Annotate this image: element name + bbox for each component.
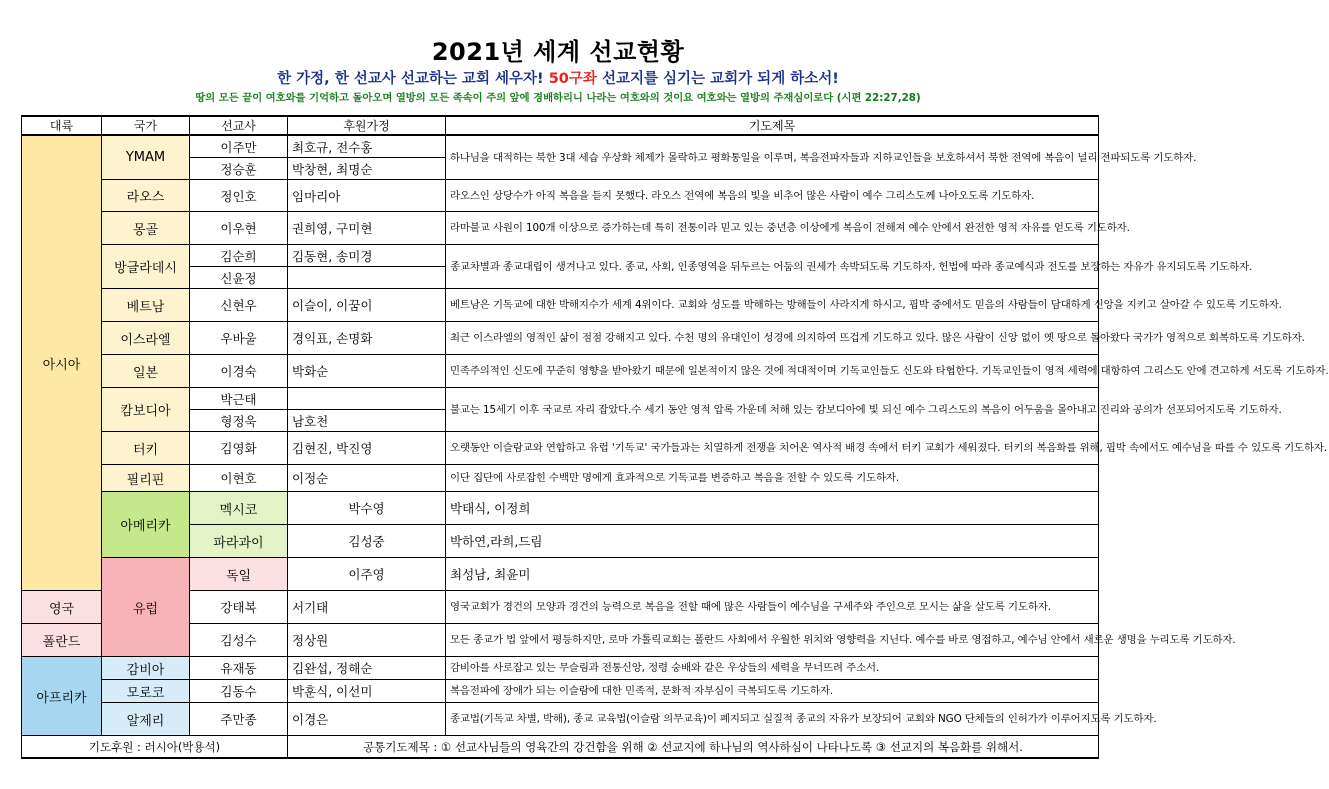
missionary-cell: 이현호 — [190, 465, 288, 492]
missionary-cell: 김성중 — [288, 525, 446, 558]
prayer-cell: 라오스인 상당수가 아직 복음을 듣지 못했다. 라오스 전역에 복음의 빛을 비추어 많은 사람이 예수 그리스도께 나아오도록 기도하자. — [446, 180, 1099, 212]
continent-america: 아메리카 — [102, 492, 190, 558]
mission-table — [21, 115, 1329, 759]
country-gambia: 감비아 — [102, 657, 190, 680]
supporters-cell: 김현진, 박진영 — [288, 432, 446, 465]
header-missionary: 선교사 — [190, 116, 288, 135]
table-row — [22, 245, 1099, 267]
prayer-cell: 복음전파에 장애가 되는 이슬람에 대한 민족적, 문화적 자부심이 극복되도록 기도하자. — [446, 680, 1099, 703]
subtitle-highlight: 50구좌 — [548, 71, 597, 87]
missionary-cell: 이경숙 — [190, 355, 288, 388]
prayer-cell: 모든 종교가 법 앞에서 평등하지만, 로마 가톨릭교회는 폴란드 사회에서 우월한 위치와 영향력을 지닌다. 예수를 바로 영접하고, 예수님 안에서 새로운 생명을 누리도록 기도하자. — [446, 624, 1099, 657]
missionary-cell: 김영화 — [190, 432, 288, 465]
country-japan: 일본 — [102, 355, 190, 388]
supporters-cell: 박화순 — [288, 355, 446, 388]
supporters-cell: 박창현, 최명순 — [288, 158, 446, 180]
country-mongolia: 몽골 — [102, 212, 190, 245]
table-row — [22, 657, 1099, 680]
prayer-cell: 오랫동안 이슬람교와 연합하고 유럽 '기독교' 국가들과는 치열하게 전쟁을 치어온 역사적 배경 속에서 터키 교회가 세워졌다. 터키의 복음화를 위해, 핍박 속에서도 예수님을 따를 수 있도록 기도하자. — [446, 432, 1099, 465]
continent-asia: 아시아 — [22, 135, 102, 591]
country-germany: 독일 — [190, 558, 288, 591]
supporters-cell: 경익표, 손명화 — [288, 322, 446, 355]
country-uk: 영국 — [22, 591, 102, 624]
missionary-cell: 정인호 — [190, 180, 288, 212]
country-bangladesh: 방글라데시 — [102, 245, 190, 289]
missionary-cell: 정승훈 — [190, 158, 288, 180]
country-turkey: 터키 — [102, 432, 190, 465]
prayer-cell: 불교는 15세기 이후 국교로 자리 잡았다.수 세기 동안 영적 압록 가운데 처해 있는 캄보디아에 빛 되신 예수 그리스도의 복음이 어두움을 몰아내고 진리와 공의가 선포되어지도록 기도하자. — [446, 388, 1099, 432]
supporters-cell — [288, 267, 446, 289]
footer-row — [22, 736, 1099, 759]
common-prayer: 공통기도제목 : ① 선교사님들의 영육간의 강건함을 위해 ② 선교지에 하나님의 역사하심이 나타나도록 ③ 선교지의 복음화를 위해서. — [288, 736, 1099, 759]
supporters-cell: 이슬이, 이꿈이 — [288, 289, 446, 322]
prayer-cell: 베트남은 기독교에 대한 박해지수가 세계 4위이다. 교회와 성도를 박해하는 방해들이 사라지게 하시고, 핍박 중에서도 믿음의 사람들이 담대하게 신앙을 지키고 살아갈 수 있도록 기도하자. — [446, 289, 1099, 322]
country-vietnam: 베트남 — [102, 289, 190, 322]
scripture-verse: 땅의 모든 끝이 여호와를 기억하고 돌아오며 열방의 모든 족속이 주의 앞에 경배하리니 나라는 여호와의 것이요 여호와는 열방의 주재심이로다 (시편 22:27,28) — [195, 92, 921, 104]
supporters-cell: 박하연,라희,드림 — [446, 525, 1099, 558]
header-country: 국가 — [102, 116, 190, 135]
supporters-cell: 최호규, 전수홍 — [288, 135, 446, 158]
missionary-cell: 우바울 — [190, 322, 288, 355]
table-row — [22, 492, 1099, 525]
supporters-cell: 김동현, 송미경 — [288, 245, 446, 267]
country-israel: 이스라엘 — [102, 322, 190, 355]
header-supporters: 후원가정 — [288, 116, 446, 135]
table-row — [22, 322, 1099, 355]
supporters-cell: 박훈식, 이선미 — [288, 680, 446, 703]
supporters-cell: 이정순 — [288, 465, 446, 492]
missionary-cell: 박근태 — [190, 388, 288, 410]
missionary-cell: 이주만 — [190, 135, 288, 158]
missionary-cell: 주만종 — [190, 703, 288, 736]
subtitle — [0, 67, 1116, 88]
country-mexico: 멕시코 — [190, 492, 288, 525]
subtitle-part1: 한 가정, 한 선교사 선교하는 교회 세우자! — [277, 71, 544, 87]
supporters-cell: 정상원 — [288, 624, 446, 657]
supporters-cell: 최성남, 최윤미 — [446, 558, 1099, 591]
supporters-cell: 김완섭, 정해순 — [288, 657, 446, 680]
table-row — [22, 135, 1099, 158]
country-philippines: 필리핀 — [102, 465, 190, 492]
prayer-support: 기도후원 : 러시아(박용석) — [22, 736, 288, 759]
table-row — [22, 212, 1099, 245]
header-prayer: 기도제목 — [446, 116, 1099, 135]
missionary-cell: 이우현 — [190, 212, 288, 245]
table-row — [22, 465, 1099, 492]
prayer-cell: 종교차별과 종교대립이 생겨나고 있다. 종교, 사회, 인종영역을 뒤두르는 어둠의 권세가 속박되도록 기도하자. 헌법에 따라 종교예식과 전도를 보장하는 자유가 유지되도록 기도하자. — [446, 245, 1099, 289]
table-row — [22, 388, 1099, 410]
table-row — [22, 432, 1099, 465]
table-row — [22, 703, 1099, 736]
prayer-cell: 영국교회가 경건의 모양과 경건의 능력으로 복음을 전할 때에 많은 사람들이 예수님을 구세주와 주인으로 모시는 삶을 살도록 기도하자. — [446, 591, 1099, 624]
supporters-cell — [288, 388, 446, 410]
supporters-cell: 서기태 — [288, 591, 446, 624]
continent-europe: 유럽 — [102, 558, 190, 657]
page-title: 2021년 세계 선교현황 — [431, 38, 685, 66]
missionary-cell: 박수영 — [288, 492, 446, 525]
prayer-cell: 최근 이스라엘의 영적인 삶이 점점 강해지고 있다. 수천 명의 유대인이 성경에 의지하여 뜨겁게 기도하고 있다. 많은 사람이 신앙 없이 옛 땅으로 돌아왔다 국가가 영적으로 회복하도록 기도하자. — [446, 322, 1099, 355]
prayer-cell: 이단 집단에 사로잡힌 수백만 명에게 효과적으로 기독교를 변증하고 복음을 전할 수 있도록 기도하자. — [446, 465, 1099, 492]
prayer-cell: 하나님을 대적하는 북한 3대 세습 우상화 체제가 몰락하고 평화통일을 이루며, 복음전파자들과 지하교인들을 보호하셔서 북한 전역에 복음이 널리 전파되도록 기도하자. — [446, 135, 1099, 180]
missionary-cell: 강태복 — [190, 591, 288, 624]
table-row — [22, 180, 1099, 212]
subtitle-part2: 선교지를 심기는 교회가 되게 하소서! — [601, 71, 839, 87]
country-poland: 폴란드 — [22, 624, 102, 657]
table-row — [22, 289, 1099, 322]
country-paraguay: 파라과이 — [190, 525, 288, 558]
table-header-row — [22, 116, 1099, 135]
country-cambodia: 캄보디아 — [102, 388, 190, 432]
missionary-cell: 김순희 — [190, 245, 288, 267]
missionary-cell: 김동수 — [190, 680, 288, 703]
supporters-cell: 박태식, 이정희 — [446, 492, 1099, 525]
prayer-cell: 라마불교 사원이 100개 이상으로 증가하는데 특히 전통이라 믿고 있는 중년층 이상에게 복음이 전해져 예수 안에서 완전한 영적 자유를 얻도록 기도하자. — [446, 212, 1099, 245]
country-laos: 라오스 — [102, 180, 190, 212]
missionary-cell: 이주영 — [288, 558, 446, 591]
country-algeria: 알제리 — [102, 703, 190, 736]
prayer-cell: 감비아를 사로잡고 있는 무슬림과 전통신앙, 정령 숭배와 같은 우상들의 세력을 무너뜨려 주소서. — [446, 657, 1099, 680]
missionary-cell: 형정욱 — [190, 410, 288, 432]
missionary-cell: 유재동 — [190, 657, 288, 680]
country-morocco: 모로코 — [102, 680, 190, 703]
supporters-cell: 남호천 — [288, 410, 446, 432]
supporters-cell: 임마리아 — [288, 180, 446, 212]
supporters-cell: 이경은 — [288, 703, 446, 736]
prayer-cell: 민족주의적인 신도에 꾸준히 영향을 받아왔기 때문에 일본적이지 않은 것에 적대적이며 기독교인들도 신도와 타협한다. 기독교인들이 영적 세력에 대항하여 그리스도 안에 견고하게 서도록 기도하자. — [446, 355, 1099, 388]
table-row — [22, 355, 1099, 388]
missionary-cell: 김성수 — [190, 624, 288, 657]
table-row — [22, 558, 1099, 591]
supporters-cell: 권희영, 구미현 — [288, 212, 446, 245]
header-continent: 대륙 — [22, 116, 102, 135]
missionary-cell: 신현우 — [190, 289, 288, 322]
missionary-cell: 신윤정 — [190, 267, 288, 289]
prayer-cell: 종교법(기독교 차별, 박해), 종교 교육법(이슬람 의무교육)이 폐지되고 실질적 종교의 자유가 보장되어 교회와 NGO 단체들의 인허가가 이루어지도록 기도하자. — [446, 703, 1099, 736]
table-row — [22, 680, 1099, 703]
continent-africa: 아프리카 — [22, 657, 102, 736]
country-ymam: YMAM — [102, 135, 190, 180]
